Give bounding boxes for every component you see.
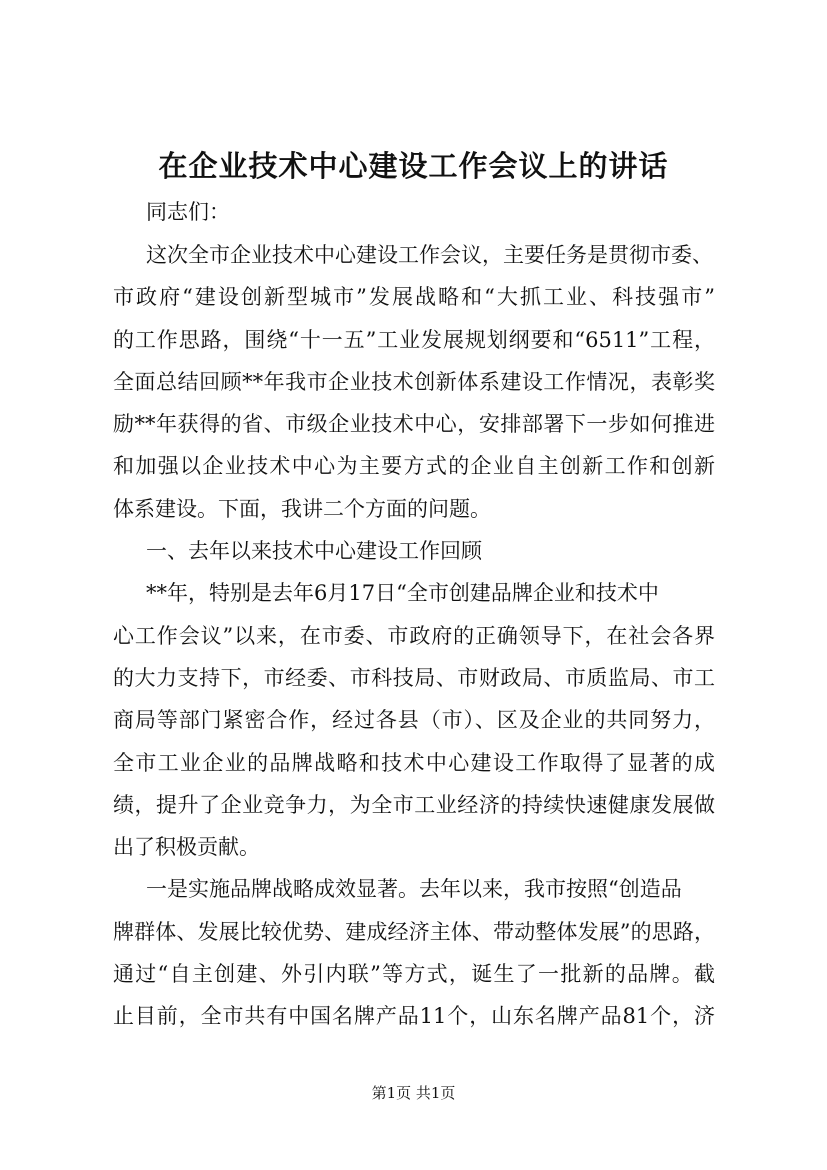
paragraph-line: 的大力支持下，市经委、市科技局、市财政局、市质监局、市工 — [113, 666, 715, 690]
paragraph-line: 商局等部门紧密合作，经过各县（市）、区及企业的共同努力， — [113, 708, 715, 732]
page-number-footer: 第1页 共1页 — [371, 1084, 456, 1102]
paragraph-line: 绩，提升了企业竞争力，为全市工业经济的持续快速健康发展做 — [113, 793, 715, 817]
paragraph-line: 全市工业企业的品牌战略和技术中心建设工作取得了显著的成 — [113, 751, 715, 775]
paragraph-line: 全面总结回顾**年我市企业技术创新体系建设工作情况，表彰奖 — [113, 370, 715, 394]
paragraph-line: **年，特别是去年6月17日“全市创建品牌企业和技术中 — [146, 581, 659, 605]
document-title: 在企业技术中心建设工作会议上的讲话 — [158, 149, 669, 183]
paragraph-line: 市政府“建设创新型城市”发展战略和“大抓工业、科技强市” — [113, 285, 715, 309]
paragraph-line: 的工作思路，围绕“十一五”工业发展规划纲要和“6511”工程， — [113, 328, 715, 352]
section-heading: 一、去年以来技术中心建设工作回顾 — [146, 539, 482, 563]
paragraph-line: 止目前，全市共有中国名牌产品11个，山东名牌产品81个，济 — [113, 1004, 715, 1028]
paragraph-line: 和加强以企业技术中心为主要方式的企业自主创新工作和创新 — [113, 454, 715, 478]
paragraph-line: 一是实施品牌战略成效显著。去年以来，我市按照“创造品 — [146, 877, 682, 901]
paragraph-line: 体系建设。下面，我讲二个方面的问题。 — [113, 497, 491, 521]
paragraph-line: 这次全市企业技术中心建设工作会议，主要任务是贯彻市委、 — [146, 243, 713, 267]
paragraph-line: 心工作会议”以来，在市委、市政府的正确领导下，在社会各界 — [113, 624, 715, 648]
paragraph-line: 出了积极贡献。 — [113, 835, 260, 859]
salutation: 同志们： — [146, 200, 230, 224]
paragraph-line: 牌群体、发展比较优势、建成经济主体、带动整体发展”的思路， — [113, 920, 715, 944]
paragraph-line: 励**年获得的省、市级企业技术中心，安排部署下一步如何推进 — [113, 412, 715, 436]
paragraph-line: 通过“自主创建、外引内联”等方式，诞生了一批新的品牌。截 — [113, 962, 715, 986]
